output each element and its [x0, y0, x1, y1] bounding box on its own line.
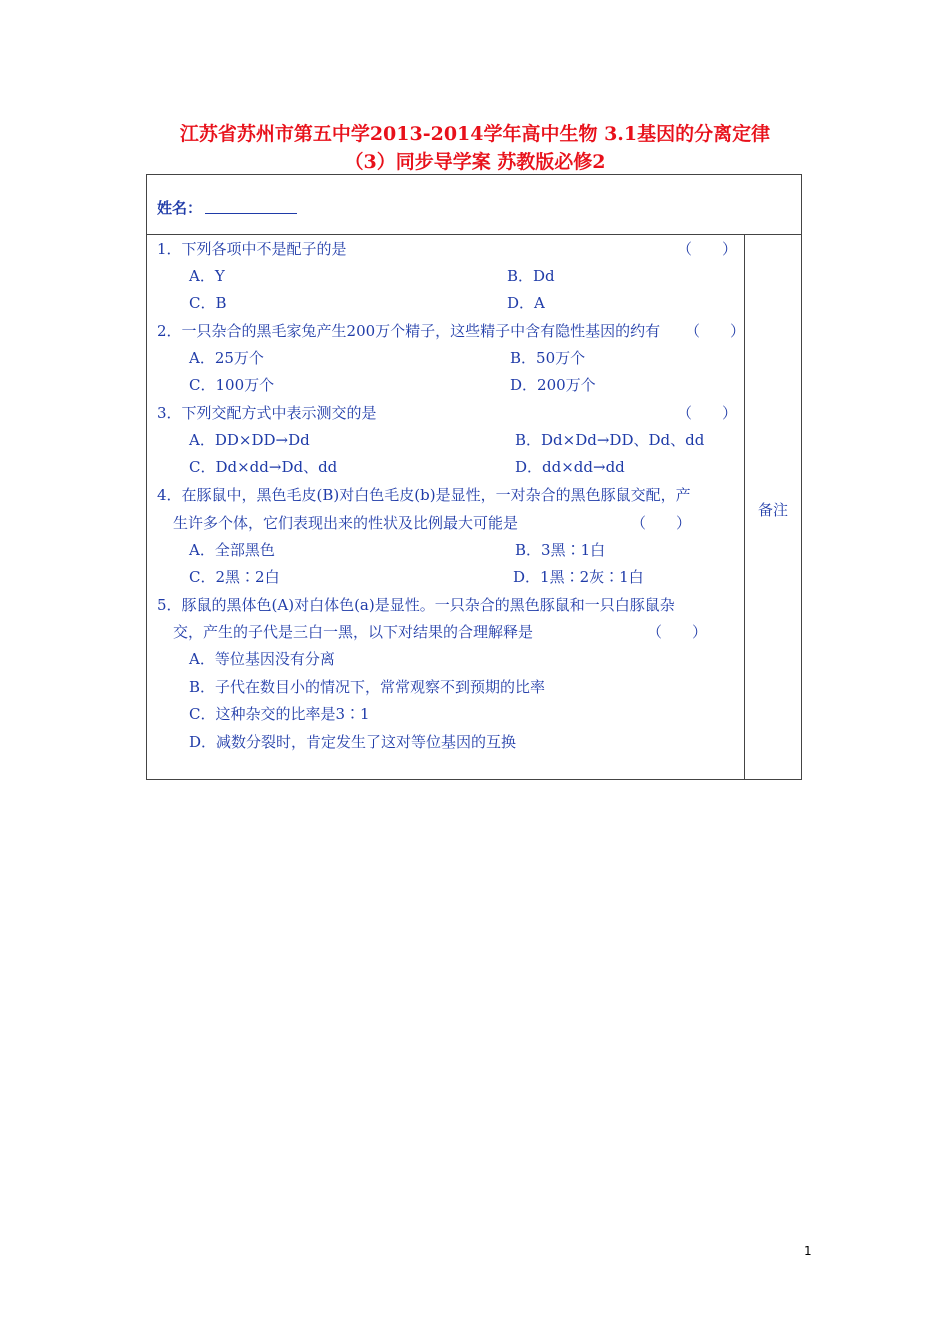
option-c: C．Dd×dd→Dd、dd — [189, 458, 338, 476]
option-b: B．Dd — [507, 267, 555, 285]
option-d: D．1黑∶2灰∶1白 — [513, 568, 644, 586]
option-d: D．dd×dd→dd — [515, 458, 625, 476]
question-4-stem-cont: 生许多个体，它们表现出来的性状及比例最大可能是 — [173, 514, 519, 532]
question-2-stem: 2．一只杂合的黑毛家兔产生200万个精子，这些精子中含有隐性基因的约有 — [157, 322, 661, 340]
name-row — [147, 175, 801, 235]
question-4-answer: （ ） — [631, 514, 692, 532]
question-4-stem: 4．在豚鼠中，黑色毛皮(B)对白色毛皮(b)是显性，一对杂合的黑色豚鼠交配，产 — [157, 486, 691, 504]
worksheet-table — [146, 174, 802, 780]
option-b: B．50万个 — [510, 349, 586, 367]
document-title — [120, 120, 830, 176]
option-b: B．子代在数目小的情况下，常常观察不到预期的比率 — [189, 678, 546, 696]
option-a: A．DD×DD→Dd — [189, 431, 310, 449]
option-a: A．等位基因没有分离 — [189, 650, 335, 668]
question-3-stem: 3．下列交配方式中表示测交的是 — [157, 404, 377, 422]
question-2-answer: （ ） — [685, 322, 746, 340]
option-a: A．Y — [189, 267, 225, 285]
title-line-1: 江苏省苏州市第五中学2013-2014学年高中生物 3.1基因的分离定律 — [179, 123, 771, 145]
question-5-stem: 5．豚鼠的黑体色(A)对白体色(a)是显性。一只杂合的黑色豚鼠和一只白豚鼠杂 — [157, 596, 675, 614]
option-c: C．这种杂交的比率是3∶1 — [189, 705, 370, 723]
page-number: 1 — [804, 1244, 812, 1258]
option-b: B．Dd×Dd→DD、Dd、dd — [515, 431, 705, 449]
option-a: A．全部黑色 — [189, 541, 275, 559]
remarks-column — [744, 235, 801, 779]
question-1-stem: 1．下列各项中不是配子的是 — [157, 240, 347, 258]
option-c: C．2黑∶2白 — [189, 568, 280, 586]
title-line-2: （3）同步导学案 苏教版必修2 — [344, 151, 606, 173]
option-d: D．200万个 — [510, 376, 596, 394]
name-blank — [205, 213, 297, 214]
option-c: C．100万个 — [189, 376, 275, 394]
question-3-answer: （ ） — [677, 404, 738, 422]
question-5-answer: （ ） — [647, 623, 708, 641]
option-a: A．25万个 — [189, 349, 264, 367]
option-d: D．减数分裂时，肯定发生了这对等位基因的互换 — [189, 733, 517, 751]
remarks-label: 备注 — [757, 501, 788, 519]
questions-cell — [147, 235, 744, 779]
option-c: C．B — [189, 294, 227, 312]
option-d: D．A — [507, 294, 545, 312]
option-b: B．3黑∶1白 — [515, 541, 606, 559]
question-1-answer: （ ） — [677, 240, 738, 258]
question-5-stem-cont: 交，产生的子代是三白一黑，以下对结果的合理解释是 — [173, 623, 534, 641]
name-label: 姓名： — [157, 199, 203, 217]
